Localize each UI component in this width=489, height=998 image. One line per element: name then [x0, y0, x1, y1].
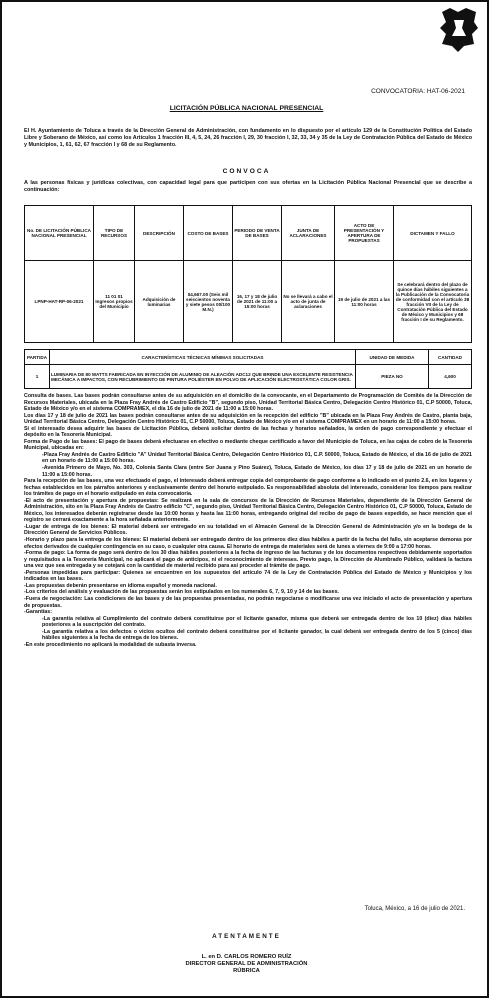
table-cell: 19 de julio de 2021 a las 11:00 horas — [335, 261, 394, 343]
requirements-text — [24, 393, 472, 648]
body-paragraph: -En este procedimiento no aplicará la modalidad de subasta inversa. — [24, 641, 197, 648]
table-header: CANTIDAD — [429, 350, 472, 365]
body-paragraph: -Las propuestas deberán presentarse en idioma español y moneda nacional. — [24, 582, 217, 589]
body-paragraph: -La garantía relativa a los defectos o vicios ocultos del contrato deberá constituirse por el licitante ganador, la cual deberá ser entregada dentro de los 5 (cinco) días hábiles siguientes a la fecha de entrega de los bienes. — [42, 628, 472, 642]
signer-position: DIRECTOR GENERAL DE ADMINISTRACIÓN — [185, 961, 308, 968]
table-header: ACTO DE PRESENTACIÓN Y APERTURA DE PROPUESTAS — [335, 206, 394, 261]
table-cell: 4,600 — [429, 365, 472, 389]
body-paragraph: -Forma de pago: La forma de pago será dentro de los 30 días hábiles posteriores a la fecha de ingreso de las facturas y de los documentos respectivos debidamente soportados y requisitados a la Tesorería Municipal, no aplicará el pago de anticipos, ni el reconocimiento de intereses. Previo pago, la Dirección de Alumbrado Público, validará la factura una vez que sea entregada y se cotejará con la cantidad de material recibido para así proceder al trámite de pago. — [24, 550, 472, 570]
table-header: CARACTERÍSTICAS TÉCNICAS MÍNIMAS SOLICITADAS — [50, 350, 356, 365]
body-paragraph: -La garantía relativa al Cumplimiento del contrato deberá constituirse por el licitante ganador, misma que deberá ser entregada dentro de los 10 (diez) días hábiles posteriores a la suscripción del contrato. — [42, 615, 472, 629]
body-paragraph: Consulta de bases. Las bases podrán consultarse antes de su adquisición en el domicilio de la convocante, en el Departamento de Programación de Comités de la Dirección de Recursos Materiales, ubicada en la Plaza Fray Andrés de Castro Edificio "B", segundo piso, Unidad Territorial Básica Centro, Delegación Centro Histórico 01, C.P 50000, Toluca, Estado de México y/o en el sistema COMPRAMEX, el día 16 de julio de 2021 de 11:00 a 15:00 horas. — [24, 393, 472, 413]
table-header: PARTIDA — [25, 350, 50, 365]
body-paragraph: -Fuera de negociación: Las condiciones de las bases y de las propuestas presentadas, no podrán negociarse o modificarse una vez iniciado el acto de presentación y apertura de propuestas. — [24, 595, 472, 609]
table-header: TIPO DE RECURSOS — [94, 206, 135, 261]
table-cell: 16, 17 y 18 de julio de 2021 de 11:00 a 15:00 horas — [233, 261, 282, 343]
body-paragraph: -Personas impedidas para participar: Quienes se encuentren en los supuestos del artículo 74 de la Ley de Contratación Pública del Estado de México y Municipios y los indicados en las bases. — [24, 569, 472, 583]
table-header: PERIODO DE VENTA DE BASES — [233, 206, 282, 261]
table-cell: 1 — [25, 365, 50, 389]
table-cell: Adquisición de luminarias — [135, 261, 184, 343]
signature-label: RÚBRICA — [233, 968, 260, 975]
body-paragraph: Si el interesado desea adquirir las bases de Licitación Pública, deberá solicitar dentro de las fechas y horarios señalados, la orden de pago correspondiente y efectuar el depósito en la Tesorería Municipal. — [24, 425, 472, 439]
table-cell: PIEZA NO — [356, 365, 429, 389]
table-header-row — [25, 350, 472, 365]
body-paragraph: Los días 17 y 18 de julio de 2021 las bases podrán consultarse antes de su adquisición en la recepción del edificio "B" ubicada en la Plaza Fray Andrés de Castro, planta baja, Unidad Territorial Básica Centro, Delegación Centro Histórico 01, C.P 50000, Toluca, Estado de México y/o en el sistema COMPRAMEX en un horario de 11:00 a 15:00 horas. — [24, 412, 472, 426]
signature-block — [2, 954, 489, 976]
table-cell: No se llevará a cabo el acto de junta de aclaraciones — [282, 261, 335, 343]
body-paragraph: -Garantías: — [24, 609, 52, 616]
body-paragraph: -Avenida Primero de Mayo, No. 303, Colonia Santa Clara (entre Sor Juana y Pino Suárez), Toluca, Estado de México, los días 17 y 18 de julio de 2021 en un horario de 11:00 a 15:00 horas. — [42, 465, 472, 478]
intro-paragraph: El H. Ayuntamiento de Toluca a través de la Dirección General de Administración, con fundamento en lo dispuesto por el artículo 129 de la Constitución Política del Estado Libre y Soberano de México, así como los Artículos 1 fracción III, 4, 5, 24, 26 fracción I, 29, 30 fracción I, 32, 33, 34 y 35 de la Ley de Contratación Pública del Estado de México y Municipios, 1, 61, 62, 67 fracción I y 68 de su Reglamento. — [24, 128, 472, 148]
convocatoria-number: CONVOCATORIA: HAT-06-2021 — [371, 88, 465, 95]
document-title: LICITACIÓN PÚBLICA NACIONAL PRESENCIAL — [169, 105, 324, 112]
toluca-coat-of-arms-logo — [438, 6, 480, 54]
table-header: DESCRIPCIÓN — [135, 206, 184, 261]
body-paragraph: -Los criterios del análisis y evaluación de las propuestas serán los estipulados en los numerales 6, 7, 9, 10 y 14 de las bases. — [24, 589, 340, 596]
table-cell: LUMINARIA DE 80 WATTS FABRICADA EN INYECCIÓN DE ALUMINIO DE ALEACIÓN ADC12 QUE BRINDE UNA EXCELENTE RESISTENCIA MECÁNICA A IMPACTOS, CON RECUBRIMIENTO DE PINTURA POLIÉSTER EN POLVO DE APLICACIÓN ELECTROSTÁTICA COLOR GRIS. — [50, 365, 356, 389]
convoca-heading: CONVOCA — [222, 168, 271, 175]
table-header: COSTO DE BASES — [184, 206, 233, 261]
table-header: JUNTA DE ACLARACIONES — [282, 206, 335, 261]
signer-name: L. en D. CARLOS ROMERO RUÍZ — [201, 954, 292, 960]
table-row — [25, 365, 472, 389]
atentamente-heading: ATENTAMENTE — [212, 933, 281, 940]
body-paragraph: -Plaza Fray Andrés de Castro Edificio "A" Unidad Territorial Básica Centro, Delegación Centro Histórico 01, C.P. 50000, Toluca, Estado de México, el día 16 de julio de 2021 en un horario de 11:00 a 15:00 horas. — [42, 451, 472, 465]
table-cell: 11 01 01 Ingresos propios del Municipio — [94, 261, 135, 343]
table-cell: LPNP-HAT-RP-06-2021 — [25, 261, 94, 343]
table-header: DICTAMEN Y FALLO — [394, 206, 472, 261]
table-cell: Se celebrará dentro del plazo de quince días hábiles siguientes a la Publicación de la Convocatoria de conformidad con el artículo 38 fracción VII de la Ley de Contratación Pública del Estado de México y Municipios y 68 fracción I de su Reglamento. — [394, 261, 472, 343]
body-paragraph: -Lugar de entrega de los bienes: El material deberá ser entregado en su totalidad en el Almacén General de la Dirección General de Administración y/o en la bodega de la Dirección General de Servicios Públicos. — [24, 523, 472, 537]
convoca-paragraph: A las personas físicas y jurídicas colectivas, con capacidad legal para que participen con sus ofertas en la Licitación Pública Nacional Presencial que se describe a continuación: — [24, 180, 472, 193]
body-paragraph: -Horario y plazo para la entrega de los bienes: El material deberá ser entregado dentro de los primeros diez días hábiles a partir de la fecha del fallo, sin aceptarse demoras por efectos derivados de cualquier contingencia en su caso, o cualquier otra causa. El horario de entrega de materiales será de lunes a viernes de 9:00 a 17:00 horas. — [24, 537, 472, 550]
table-cell: $4,667.00 (Seis mil seiscientos noventa y siete pesos 00/100 M.N.) — [184, 261, 233, 343]
table-header: No. DE LICITACIÓN PÚBLICA NACIONAL PRESENCIAL — [25, 206, 94, 261]
body-paragraph: Para la recepción de las bases, una vez efectuado el pago, el interesado deberá entregar copia del comprobante de pago conforme a lo indicado en el punto 2.6, en los lugares y fechas establecidos en los párrafos anteriores y exclusivamente dentro del horario estipulado. Es responsabilidad absoluta del interesado, considerar los tiempos para realizar los trámites de pago en el horario estipulado en ésta convocatoria. — [24, 478, 472, 498]
table-row — [25, 261, 472, 343]
licitacion-table — [24, 205, 472, 343]
table-header-row — [25, 206, 472, 261]
partidas-table — [24, 349, 472, 389]
signature-date: Toluca, México, a 16 de julio de 2021. — [364, 906, 465, 912]
body-paragraph: -El acto de presentación y apertura de propuestas: Se realizará en la sala de concursos de la Dirección de Recursos Materiales, dependiente de la Dirección General de Administración, sito en la Plaza Fray Andrés de Castro edificio "C", segundo piso, Unidad Territorial Básica Centro, Delegación Centro Histórico 01, C.P 50000, Toluca, Estado de México, los interesados deberán registrarse desde las 10:00 horas y hasta las 11:00 horas, entregando original del recibo de pago de bases expedido, se hace mención que el registro se cerrará exactamente a la hora señalada anteriormente. — [24, 497, 472, 524]
body-paragraph: Forma de Pago de las bases: El pago de bases deberá efectuarse en efectivo o mediante cheque certificado a favor del Municipio de Toluca, en las cajas de cobro de la Tesorería Municipal, ubicadas en: — [24, 438, 472, 452]
table-header: UNIDAD DE MEDIDA — [356, 350, 429, 365]
